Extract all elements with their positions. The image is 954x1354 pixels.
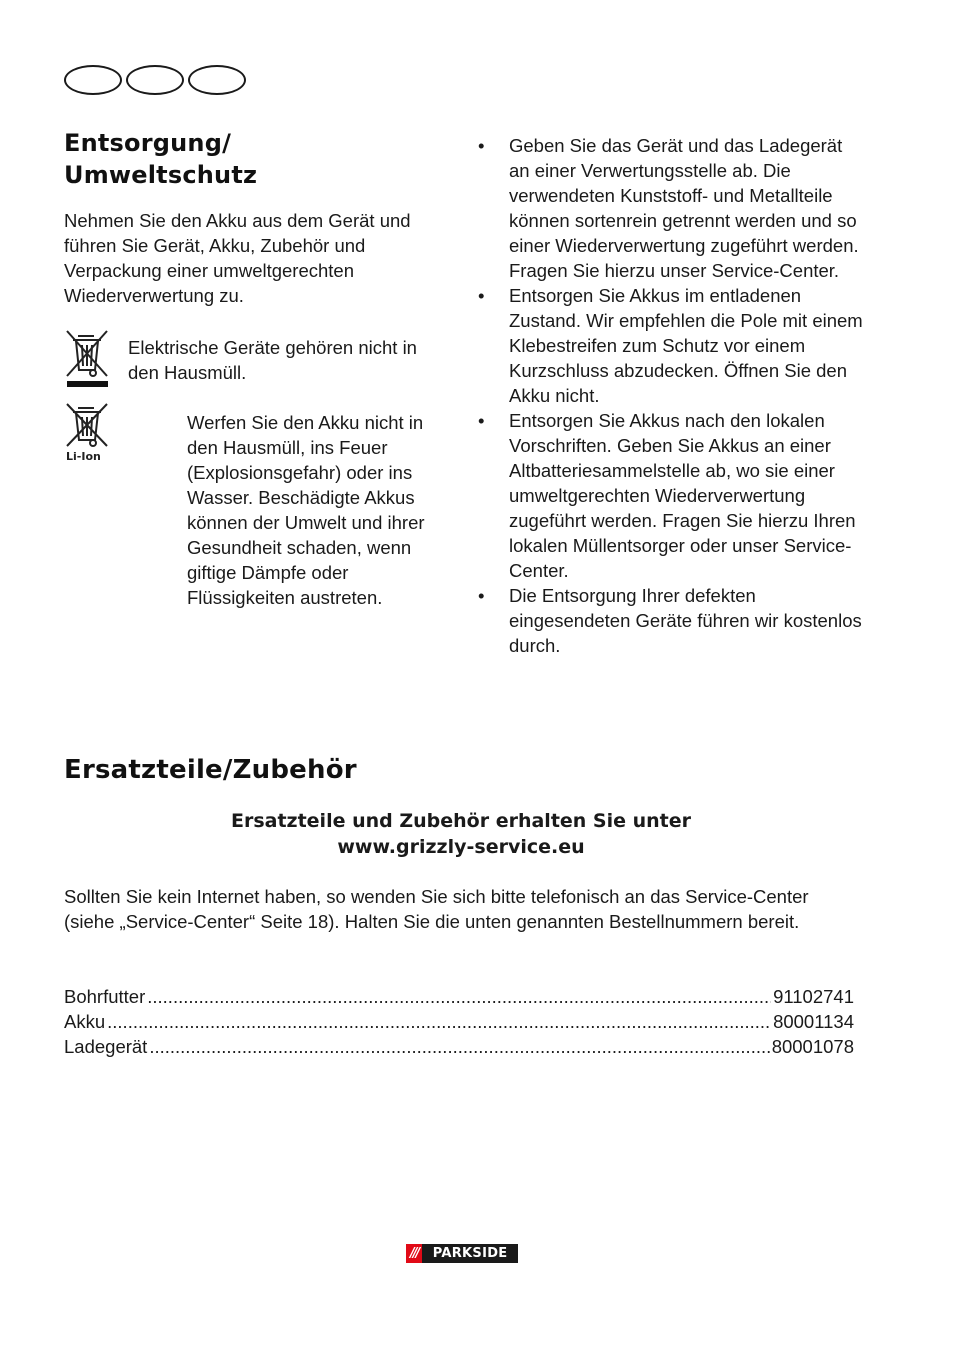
disposal-intro: Nehmen Sie den Akku aus dem Gerät und führen Sie Gerät, Akku, Zubehör und Verpackung einer umweltgerechten Wiederverwertung zu. xyxy=(64,210,411,306)
dot-leader xyxy=(149,1034,769,1059)
list-item: • Entsorgen Sie Akkus im entladenen Zustand. Wir empfehlen die Pole mit einem Klebestreifen zum Schutz vor einem Kurzschluss abzudecken. Öffnen Sie den Akku nicht. xyxy=(476,283,866,408)
language-badge xyxy=(188,65,246,95)
part-number: 80001078 xyxy=(771,1036,854,1057)
language-badge xyxy=(64,65,122,95)
dot-leader xyxy=(147,984,771,1009)
table-row xyxy=(64,1009,854,1034)
part-number: 80001134 xyxy=(773,1011,854,1032)
part-number: 91102741 xyxy=(773,986,854,1007)
list-item: • Geben Sie das Gerät und das Ladegerät an einer Verwertungsstelle ab. Die verwendeten Kunststoff- und Metallteile können sortenrein getrennt werden und so einer Wiederverwertung zugeführt werden. Fragen Sie hierzu unser Service-Center. xyxy=(476,133,866,283)
part-name: Akku xyxy=(64,1011,106,1032)
logo-text: PARKSIDE xyxy=(422,1244,518,1263)
table-row xyxy=(64,1034,854,1059)
part-name: Ladegerät xyxy=(64,1036,148,1057)
spare-parts-notice-line1: Ersatzteile und Zubehör erhalten Sie unter xyxy=(230,810,692,832)
battery-notice: Werfen Sie den Akku nicht in den Hausmüll, ins Feuer (Explosionsgefahr) oder ins Wasser. Beschädigte Akkus können der Umwelt und ihrer Gesundheit schaden, wenn giftige Dämpfe oder Flüssigkeiten austreten. xyxy=(187,412,425,608)
weee-notice: Elektrische Geräte gehören nicht in den Hausmüll. xyxy=(128,337,417,383)
service-website-link[interactable]: www.grizzly-service.eu xyxy=(337,836,585,858)
part-name: Bohrfutter xyxy=(64,986,146,1007)
crossed-bin-icon xyxy=(64,328,110,388)
disposal-heading xyxy=(64,127,424,191)
spare-parts-notice xyxy=(64,808,858,860)
parkside-logo xyxy=(406,1244,518,1263)
list-item: • Entsorgen Sie Akkus nach den lokalen Vorschriften. Geben Sie Akkus an einer Altbatteriesammelstelle ab, wo sie einer umweltgerechten Wiederverwertung zugeführt werden. Fragen Sie hierzu Ihren lokalen Müllentsorger oder unser Service-Center. xyxy=(476,408,866,583)
spare-parts-heading: Ersatzteile/Zubehör xyxy=(64,755,357,785)
table-row xyxy=(64,984,854,1009)
order-number-list xyxy=(64,984,854,1059)
liion-icon-label: Li-Ion xyxy=(66,450,101,463)
language-badges xyxy=(64,65,246,97)
disposal-heading-line2: Umweltschutz xyxy=(64,161,258,189)
no-internet-notice: Sollten Sie kein Internet haben, so wenden Sie sich bitte telefonisch an das Service-Center (siehe „Service-Center“ Seite 18). Halten Sie die unten genannten Bestellnummern bereit. xyxy=(64,886,809,932)
list-item: • Die Entsorgung Ihrer defekten eingesendeten Geräte führen wir kostenlos durch. xyxy=(476,583,866,658)
language-badge xyxy=(126,65,184,95)
disposal-heading-line1: Entsorgung/ xyxy=(64,129,232,157)
disposal-bullet-list xyxy=(476,133,866,658)
logo-stripes-icon: /// xyxy=(410,1246,419,1261)
liion-disposal-icon xyxy=(64,402,110,464)
dot-leader xyxy=(107,1009,771,1034)
